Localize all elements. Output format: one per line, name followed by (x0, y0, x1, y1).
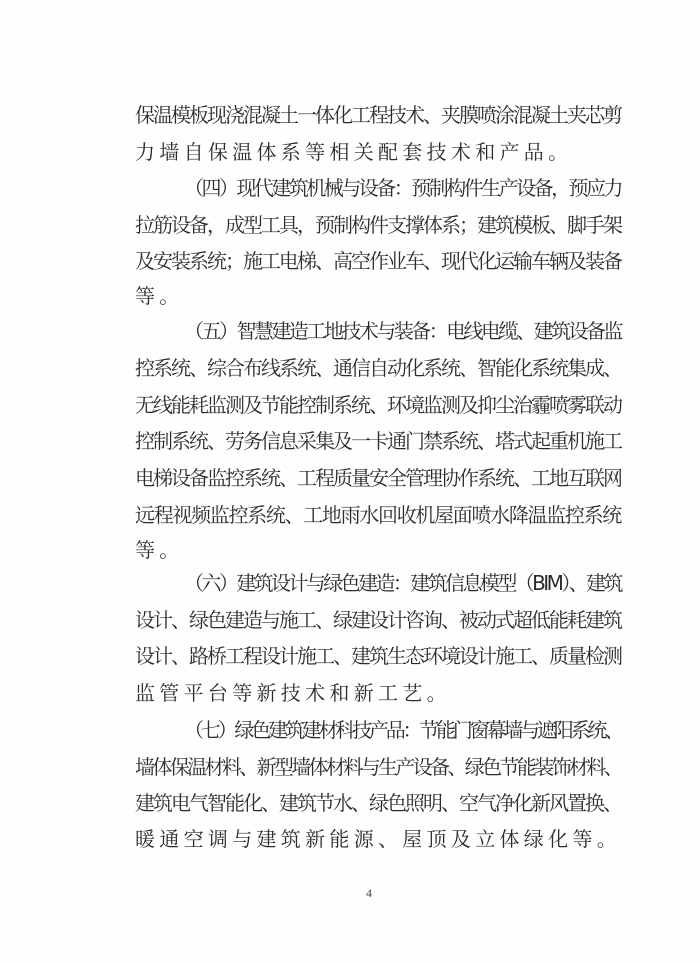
text-line: 力墙自保温体系等相关配套技术和产品。 (135, 140, 573, 164)
text-line: 建筑电气智能化、建筑节水、绿色照明、空气净化新风置换、 (135, 791, 621, 815)
text-line: 无线能耗监测及节能控制系统、环境监测及抑尘治霾喷雾联动 (135, 393, 621, 417)
text-line: 设计、路桥工程设计施工、建筑生态环境设计施工、质量检测 (135, 644, 621, 668)
text-line: 拉筋设备，成型工具，预制构件支撑体系；建筑模板、脚手架 (135, 213, 621, 237)
text-line: 设计、绿色建造与施工、绿建设计咨询、被动式超低能耗建筑 (135, 608, 621, 632)
text-line: 控制系统、劳务信息采集及一卡通门禁系统、塔式起重机施工 (135, 429, 621, 453)
text-line: 暖通空调与建筑新能源、屋顶及立体绿化等。 (135, 827, 621, 851)
text-line: 保温模板现浇混凝土一体化工程技术、夹膜喷涂混凝土夹芯剪 (135, 103, 621, 127)
text-line: 控系统、综合布线系统、通信自动化系统、智能化系统集成、 (135, 356, 621, 380)
text-line: 等。 (135, 284, 184, 308)
text-line: 等。 (135, 538, 184, 562)
page-number: 4 (366, 886, 372, 900)
section-heading-line: （五）智慧建造工地技术与装备：电线电缆、建筑设备监 (184, 319, 621, 343)
text-line: 电梯设备监控系统、工程质量安全管理协作系统、工地互联网 (135, 466, 621, 490)
section-heading-line: （六）建筑设计与绿色建造：建筑信息模型（BIM）、建筑 (184, 571, 621, 595)
text-line: 墙体保温材料、新型墙体材料与生产设备、绿色节能装饰材料、 (135, 755, 621, 779)
text-line: 远程视频监控系统、工地雨水回收机屋面喷水降温监控系统 (135, 503, 621, 527)
section-heading-line: （七）绿色建筑建材科技产品：节能门窗幕墙与遮阳系统、 (184, 718, 621, 742)
section-heading-line: （四）现代建筑机械与设备：预制构件生产设备，预应力 (184, 176, 621, 200)
text-line: 及安装系统；施工电梯、高空作业车、现代化运输车辆及装备 (135, 249, 621, 273)
text-line: 监管平台等新技术和新工艺。 (135, 681, 451, 705)
